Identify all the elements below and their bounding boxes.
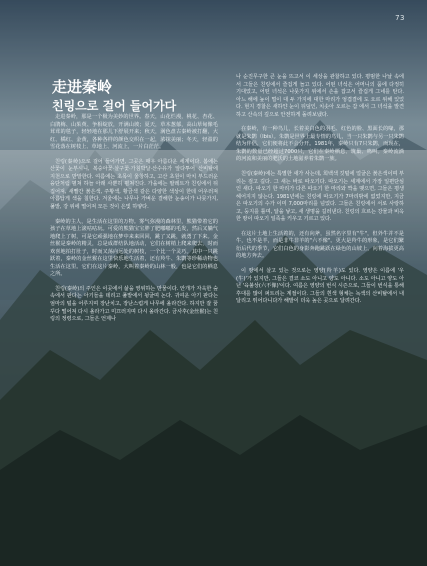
- article-title-korean: 친링으로 걸어 들어가다: [52, 99, 177, 113]
- paragraph-chinese: 在这片土地上生活着的，还有向斧，虽然名字里有"牛"，但外牛并不是牛，也不是羊，而是非牛非羊的"六不像"。更大是羚牛的形象，是它们繁衍后代的季节，它们白色的身影奔跑跳跃在绿色的山坡上，向着海拔更高的地方奔去。: [236, 230, 404, 260]
- paragraph-korean: 친링(秦岭)에는 특별한 새가 사는데, 희백색 깃털에 얼굴은 붉은색이며 부리는 검고 길다. 그 새는 바로 따오기다. 따오기는 세계에서 가장 일편단심인 새다. 따오기 한 마리가 다른 따오기 한 마리와 짝을 맺으면, 그들은 평생 헤어지지 않는다. 1981년에는 친링에 따오기가 7마리밖에 없었지만, 지금은 따오기의 수가 이미 7,000마리를 넘었다. 그들은 친링에서 서로 사랑하고, 둥지를 틀며, 알을 낳고, 새 생명을 길러낸다. 친링의 흐르는 강물과 비옥한 땅이 따오기 일족을 키우고 기르고 있다.: [236, 171, 404, 223]
- paragraph-chinese: 在秦岭，有一种鸟儿，长着美白色的羽毛、红色的脸、黑面长的喙，那就是朱鹮（Ibis）。朱鹮是世界上最专情的鸟儿，当一只朱鹮与另一只朱鹮结为伴侣，它们便将此不会分开。1981年，秦岭只有7只朱鹮，而现在，朱鹮的数量已经超过7000只，它们在秦岭栖息、筑巢、鸣叫。秦岭流淌的河流和美丽的肥沃的土地滋养着朱鹮一族。: [236, 126, 404, 163]
- paragraph-chinese: 秦岭的主人，是生活在这里的万物。雾气弥漫的森林里，熊猫带着它的孩子在草地上滚咕咕玩。可爱的熊猫宝宝胖了肥嘟嘟的毛发，然后又躺气地爬上了树，可是它顽强地在梦中来来回回，跳了又跳，就勇了下来。金丝猴是秦岭的精灵，总是成群结队地活动，它们在树梢上爬来爬去，时而欢喜地拍打肚子，时而又荡向远处的树枝，一个比一个灵巧。其中一只跳跃着，秦岭的金丝猴在这里快乐地生活着，还有羚牛、朱鹮等珍稀动物也生活在这里。它们在这片秦岭，大叫着秦岭的山林一般，也是它们的栖息之所。: [50, 218, 218, 278]
- article-title-chinese: 走进秦岭: [52, 78, 113, 96]
- paragraph-korean: 친링(秦岭)으로 걸어 들어가면, 그곳은 매우 아름다운 세계이다. 봄에는 산꽃이 눈부시니, 복숭아꽃·살구꽃·가침박달·산수유가 앞다투어 산비탈에 지천으로 만발한다. 여름에는 초목이 울창하고, 고산 초원이 마치 부드러운 융단처럼 펼쳐 하늘 아래 사뿐히 펼쳐진다. 가을에는 팔레트가 친링에서 뒤집어져, 새빨간 붉은색, 주황색, 황금색 같은 다양한 색상이 한데 어우러져 아름답게 색을 칠한다. 겨울에는 나무나 가벼운 결해한 눈송이가 나뭇가지, 풀밭, 강 위에 떨어져 모든 것이 은빛 하얗다.: [50, 158, 218, 211]
- page-number: 73: [395, 14, 405, 22]
- article-title-block: [52, 78, 212, 114]
- paragraph-korean: 이 땅에서 살고 있는 것으로는 영양(羚羊)도 있다. 영양은 이름에 '우(牛)'가 있지만, 그들은 결코 소도 아니고 양도 아니다. 소도 아니고 양도 아닌 '육불상(六不像)'이다. 여름은 영양의 번식 시즌으로, 그들이 번식을 통해 후대를 많이 퍼트리는 계절이다. 그들의 흰색 형체는 녹색의 산비탈에서 내달리고 뛰어다니다가 해발이 더욱 높은 곳으로 달려간다.: [236, 268, 404, 305]
- right-text-column: [236, 74, 404, 313]
- paragraph-korean: 친링(秦岭)의 주인은 이곳에서 삶을 영위하는 만물이다. 안개가 자욱한 숲속에서 판다는 아기들을 데리고 풀밭에서 뒹굴며 논다. 귀여운 아기 판다는 엄마의 털을 어루지며 장난치고, 장난스럽게 나무에 올라간다. 하지만 잘 꿈꾸다 떨어져 다시 올라가고 미끄러지며 다시 올라간다. 금사후(金丝猴)는 친링의 정령으로, 그들은 언제나: [50, 285, 218, 323]
- paragraph-korean: 나 순진무구한 큰 눈을 뜨고서 이 세상을 관찰하고 있다. 평범한 나날 속에서 그들은 친링에서 즐겁게 놀고 있다. 어떤 녀석은 어머니의 품에 다정히 기대었고, 어떤 녀석은 나뭇가지 위에서 손을 잡고서 즐겁게 그네를 탄다. 아느 해에 높이 멀이 대 두 가지에 대한 마리가 엉겹결에 도 오르 위해 있었다. 현지 경찰은 새하얀 눈이 뒤덮인, 치솟아 오르는 갑 에서 그 녀석을 발견하고 산속의 깊으로 안전하게 돌려보냈다.: [236, 74, 404, 118]
- left-text-column: [50, 114, 218, 331]
- paragraph-chinese: 走进秦岭，那是一个极为美妙的世界。春天，山花烂漫，桃花、杏花、白鹃梅、山茱萸、争相绽放，开满山坡；夏天，草木葱郁，高山草甸像毛茸茸的毯子，轻轻地在那儿下舒展开来；秋天，满色盘古秦岭被打翻，大红、橘红、金黄，各种各样的颜色交织在一起，浓抹美丽；冬天，轻盈的雪花落在树枝上、草地上、河流上，一片白茫茫。: [50, 114, 218, 151]
